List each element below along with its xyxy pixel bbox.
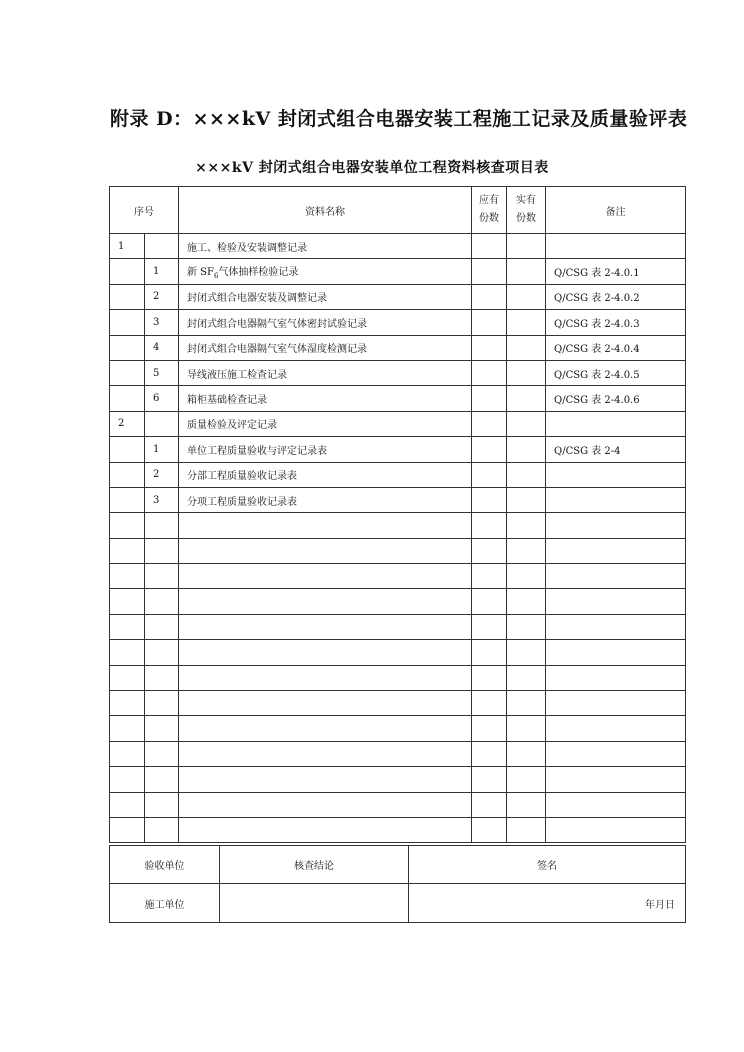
- row-major-number: [110, 767, 145, 792]
- row-remark: [546, 665, 686, 690]
- row-major-number: [110, 360, 145, 385]
- row-document-name: 箱柜基础检查记录: [179, 386, 472, 411]
- row-major-number: [110, 614, 145, 639]
- row-should-count: [472, 335, 507, 360]
- row-remark: Q/CSG 表 2-4.0.3: [546, 310, 686, 335]
- row-major-number: [110, 792, 145, 817]
- construction-unit-row: [110, 884, 686, 923]
- row-should-count: [472, 310, 507, 335]
- row-major-number: [110, 487, 145, 512]
- row-document-name: [179, 640, 472, 665]
- table-row: [110, 310, 686, 335]
- header-remark: 备注: [546, 187, 686, 234]
- row-remark: [546, 589, 686, 614]
- table-row-empty: [110, 513, 686, 538]
- row-remark: Q/CSG 表 2-4: [546, 437, 686, 462]
- row-remark: Q/CSG 表 2-4.0.5: [546, 360, 686, 385]
- row-should-count: [472, 792, 507, 817]
- row-document-name: 导线液压施工检查记录: [179, 360, 472, 385]
- row-major-number: [110, 386, 145, 411]
- row-major-number: [110, 259, 145, 284]
- row-document-name: [179, 767, 472, 792]
- header-should-line2: 份数: [479, 213, 499, 224]
- table-row-empty: [110, 640, 686, 665]
- row-major-number: [110, 817, 145, 842]
- row-document-name: [179, 665, 472, 690]
- row-remark: [546, 462, 686, 487]
- row-minor-number: 1: [145, 437, 179, 462]
- row-minor-number: 1: [145, 259, 179, 284]
- data-check-table: [109, 186, 686, 843]
- signature-table: [109, 845, 686, 923]
- row-actual-count: [507, 640, 546, 665]
- table-row-empty: [110, 614, 686, 639]
- row-actual-count: [507, 437, 546, 462]
- row-remark: [546, 792, 686, 817]
- row-actual-count: [507, 792, 546, 817]
- row-minor-number: [145, 741, 179, 766]
- row-document-name: 封闭式组合电器安装及调整记录: [179, 284, 472, 309]
- table-row-empty: [110, 691, 686, 716]
- row-remark: Q/CSG 表 2-4.0.2: [546, 284, 686, 309]
- row-remark: Q/CSG 表 2-4.0.1: [546, 259, 686, 284]
- row-minor-number: [145, 234, 179, 259]
- row-actual-count: [507, 614, 546, 639]
- row-document-name: 质量检验及评定记录: [179, 411, 472, 436]
- row-remark: Q/CSG 表 2-4.0.6: [546, 386, 686, 411]
- row-should-count: [472, 614, 507, 639]
- row-minor-number: [145, 817, 179, 842]
- row-should-count: [472, 640, 507, 665]
- row-remark: [546, 234, 686, 259]
- row-minor-number: 6: [145, 386, 179, 411]
- row-actual-count: [507, 487, 546, 512]
- table-row-empty: [110, 716, 686, 741]
- header-actual-line1: 实有: [516, 195, 536, 206]
- row-actual-count: [507, 386, 546, 411]
- row-should-count: [472, 284, 507, 309]
- row-document-name: [179, 564, 472, 589]
- row-major-number: [110, 665, 145, 690]
- table-row: [110, 487, 686, 512]
- row-should-count: [472, 767, 507, 792]
- row-actual-count: [507, 234, 546, 259]
- row-should-count: [472, 487, 507, 512]
- row-remark: [546, 487, 686, 512]
- header-should-count: [472, 187, 507, 234]
- row-major-number: [110, 741, 145, 766]
- row-remark: [546, 716, 686, 741]
- signature-label: 签名: [409, 846, 686, 884]
- row-actual-count: [507, 284, 546, 309]
- row-should-count: [472, 386, 507, 411]
- header-actual-line2: 份数: [516, 213, 536, 224]
- row-minor-number: 3: [145, 310, 179, 335]
- row-actual-count: [507, 691, 546, 716]
- row-remark: [546, 691, 686, 716]
- table-row: [110, 284, 686, 309]
- date-label: 年月日: [409, 884, 686, 923]
- construction-conclusion-cell: [220, 884, 409, 923]
- row-remark: [546, 614, 686, 639]
- row-document-name: [179, 817, 472, 842]
- row-major-number: [110, 310, 145, 335]
- row-minor-number: [145, 792, 179, 817]
- row-should-count: [472, 589, 507, 614]
- row-should-count: [472, 437, 507, 462]
- table-row: [110, 259, 686, 284]
- table-row-empty: [110, 665, 686, 690]
- row-major-number: [110, 716, 145, 741]
- row-minor-number: [145, 640, 179, 665]
- row-should-count: [472, 665, 507, 690]
- header-seq: 序号: [110, 187, 179, 234]
- table-row: [110, 234, 686, 259]
- table-row-empty: [110, 792, 686, 817]
- row-actual-count: [507, 589, 546, 614]
- table-row: [110, 411, 686, 436]
- header-should-line1: 应有: [479, 195, 499, 206]
- row-document-name: [179, 513, 472, 538]
- table-title: ×××kV 封闭式组合电器安装单位工程资料核查项目表: [195, 160, 549, 176]
- header-actual-count: [507, 187, 546, 234]
- table-row-empty: [110, 589, 686, 614]
- row-actual-count: [507, 259, 546, 284]
- row-minor-number: 2: [145, 284, 179, 309]
- row-major-number: [110, 691, 145, 716]
- check-conclusion-label: 核查结论: [220, 846, 409, 884]
- table-row-empty: [110, 817, 686, 842]
- row-remark: [546, 817, 686, 842]
- row-actual-count: [507, 411, 546, 436]
- row-minor-number: 3: [145, 487, 179, 512]
- row-should-count: [472, 564, 507, 589]
- row-minor-number: [145, 513, 179, 538]
- table-row: [110, 335, 686, 360]
- row-major-number: [110, 589, 145, 614]
- row-remark: [546, 767, 686, 792]
- row-minor-number: [145, 589, 179, 614]
- header-name: 资料名称: [179, 187, 472, 234]
- row-should-count: [472, 360, 507, 385]
- row-should-count: [472, 538, 507, 563]
- table-row-empty: [110, 741, 686, 766]
- row-actual-count: [507, 462, 546, 487]
- row-document-name: 封闭式组合电器隔气室气体湿度检测记录: [179, 335, 472, 360]
- table-row-empty: [110, 767, 686, 792]
- row-actual-count: [507, 665, 546, 690]
- row-minor-number: [145, 665, 179, 690]
- row-remark: [546, 538, 686, 563]
- table-row: [110, 437, 686, 462]
- row-minor-number: [145, 691, 179, 716]
- row-remark: [546, 640, 686, 665]
- row-major-number: [110, 284, 145, 309]
- row-remark: [546, 513, 686, 538]
- row-should-count: [472, 817, 507, 842]
- row-document-name: 封闭式组合电器隔气室气体密封试验记录: [179, 310, 472, 335]
- row-minor-number: [145, 538, 179, 563]
- table-header-row: [110, 187, 686, 234]
- row-document-name: 单位工程质量验收与评定记录表: [179, 437, 472, 462]
- row-major-number: 2: [110, 411, 145, 436]
- row-major-number: [110, 335, 145, 360]
- row-major-number: [110, 513, 145, 538]
- table-row: [110, 462, 686, 487]
- row-major-number: [110, 538, 145, 563]
- table-row: [110, 360, 686, 385]
- row-actual-count: [507, 767, 546, 792]
- row-document-name: 分部工程质量验收记录表: [179, 462, 472, 487]
- row-should-count: [472, 716, 507, 741]
- row-minor-number: [145, 716, 179, 741]
- construction-unit-label: 施工单位: [110, 884, 220, 923]
- accept-unit-label: 验收单位: [110, 846, 220, 884]
- row-actual-count: [507, 310, 546, 335]
- row-remark: [546, 411, 686, 436]
- row-minor-number: 4: [145, 335, 179, 360]
- row-document-name: [179, 716, 472, 741]
- row-actual-count: [507, 335, 546, 360]
- row-actual-count: [507, 564, 546, 589]
- row-document-name: 新 $SF_6$气体抽样检验记录: [179, 259, 472, 284]
- row-document-name: [179, 538, 472, 563]
- table-row-empty: [110, 538, 686, 563]
- row-document-name: 分项工程质量验收记录表: [179, 487, 472, 512]
- row-major-number: [110, 437, 145, 462]
- row-minor-number: [145, 564, 179, 589]
- signature-header-row: [110, 846, 686, 884]
- row-should-count: [472, 741, 507, 766]
- row-document-name: [179, 792, 472, 817]
- row-document-name: [179, 741, 472, 766]
- page-title: 附录 D：×××kV 封闭式组合电器安装工程施工记录及质量验评表: [110, 108, 688, 130]
- row-document-name: [179, 691, 472, 716]
- row-remark: Q/CSG 表 2-4.0.4: [546, 335, 686, 360]
- row-minor-number: 5: [145, 360, 179, 385]
- row-minor-number: 2: [145, 462, 179, 487]
- row-remark: [546, 741, 686, 766]
- row-actual-count: [507, 741, 546, 766]
- row-should-count: [472, 411, 507, 436]
- row-major-number: [110, 462, 145, 487]
- row-should-count: [472, 234, 507, 259]
- row-should-count: [472, 462, 507, 487]
- row-should-count: [472, 513, 507, 538]
- row-minor-number: [145, 614, 179, 639]
- row-minor-number: [145, 767, 179, 792]
- row-major-number: [110, 640, 145, 665]
- row-document-name: 施工、检验及安装调整记录: [179, 234, 472, 259]
- row-remark: [546, 564, 686, 589]
- row-actual-count: [507, 716, 546, 741]
- row-minor-number: [145, 411, 179, 436]
- row-major-number: [110, 564, 145, 589]
- table-row: [110, 386, 686, 411]
- row-actual-count: [507, 513, 546, 538]
- row-document-name: [179, 614, 472, 639]
- row-major-number: 1: [110, 234, 145, 259]
- row-actual-count: [507, 817, 546, 842]
- row-should-count: [472, 259, 507, 284]
- row-should-count: [472, 691, 507, 716]
- row-document-name: [179, 589, 472, 614]
- row-actual-count: [507, 360, 546, 385]
- row-actual-count: [507, 538, 546, 563]
- table-row-empty: [110, 564, 686, 589]
